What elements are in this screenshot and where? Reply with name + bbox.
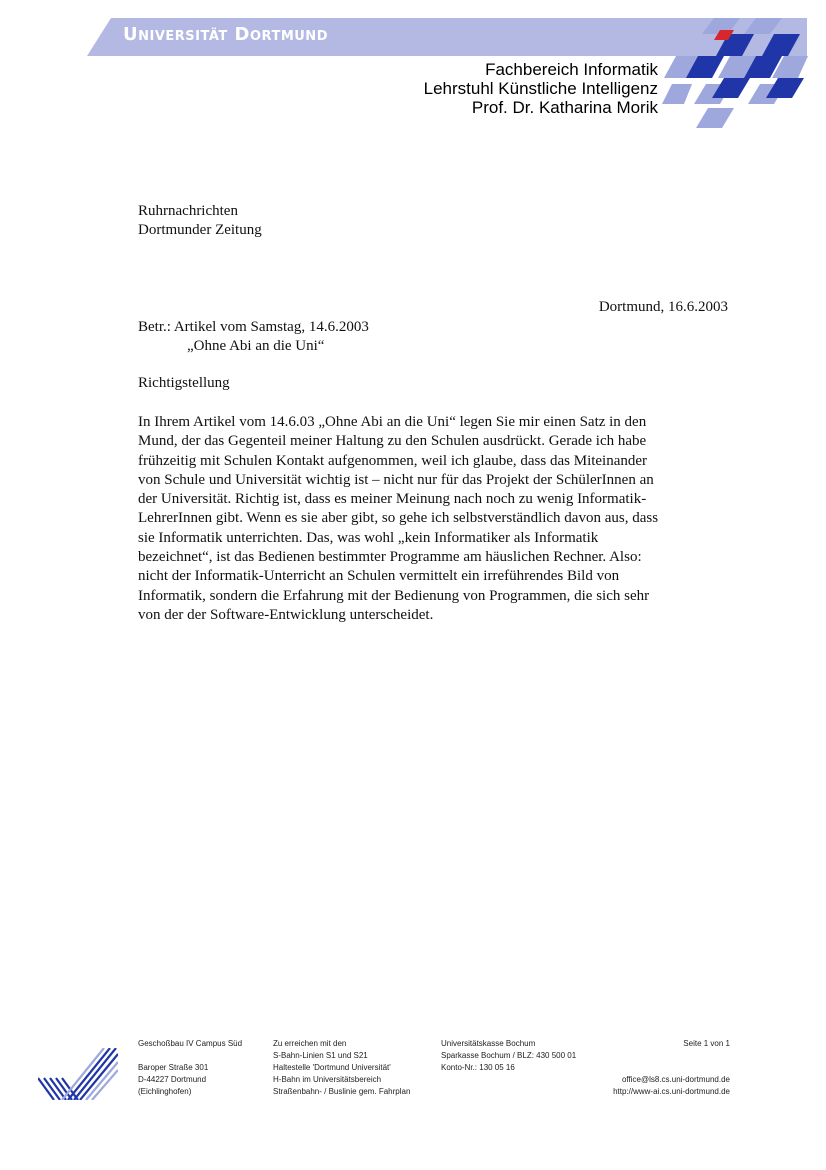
- body-line: sie Informatik unterrichten. Das, was wohl „kein Informatiker als Informatik: [138, 529, 599, 546]
- footer-bank-line: Konto-Nr.: 130 05 16: [441, 1063, 515, 1072]
- footer-directions-line: Zu erreichen mit den: [273, 1039, 347, 1048]
- body-line: frühzeitig mit Schulen Kontakt aufgenommen, weil ich glaube, dass das Miteinander: [138, 452, 648, 469]
- university-title: Universität Dortmund: [123, 24, 328, 45]
- footer-district: (Eichlinghofen): [138, 1087, 192, 1096]
- footer-contact: [613, 1038, 730, 1098]
- footer-bank-line: Universitätskasse Bochum: [441, 1039, 536, 1048]
- letter-date: Dortmund, 16.6.2003: [598, 299, 728, 315]
- footer-bank: [441, 1038, 576, 1074]
- department-line: Fachbereich Informatik: [485, 60, 658, 79]
- recipient-line: Dortmunder Zeitung: [138, 222, 262, 238]
- chair-line: Lehrstuhl Künstliche Intelligenz: [423, 79, 658, 98]
- body-line: der Universität. Richtig ist, dass es meiner Meinung nach noch zu wenig Informatik-: [138, 491, 647, 508]
- university-logo-icon: [662, 18, 812, 130]
- footer-directions: [273, 1038, 410, 1098]
- body-line: LehrerInnen gibt. Wenn es sie aber gibt, so gehe ich selbstverständlich davon aus, dass: [138, 510, 659, 527]
- body-line: bezeichnet“, ist das Bedienen bestimmter Programme am häuslichen Rechner. Also:: [138, 549, 642, 566]
- footer-directions-line: Haltestelle 'Dortmund Universität': [273, 1063, 391, 1072]
- footer-building: Geschoßbau IV Campus Süd: [138, 1039, 243, 1048]
- correction-title: Richtigstellung: [138, 375, 230, 391]
- recipient-address: [138, 202, 262, 240]
- professor-line: Prof. Dr. Katharina Morik: [471, 98, 658, 117]
- footer-bank-line: Sparkasse Bochum / BLZ: 430 500 01: [441, 1051, 577, 1060]
- footer-address: [138, 1038, 242, 1098]
- footer-directions-line: H-Bahn im Universitätsbereich: [273, 1075, 382, 1084]
- body-line: In Ihrem Artikel vom 14.6.03 „Ohne Abi an die Uni“ legen Sie mir einen Satz in den: [138, 414, 647, 430]
- body-line: von der der Software-Entwicklung unterscheidet.: [138, 606, 434, 623]
- subject-article-title: „Ohne Abi an die Uni“: [187, 338, 325, 354]
- department-block: [424, 60, 658, 117]
- footer-email: office@ls8.cs.uni-dortmund.de: [621, 1075, 730, 1084]
- page-number: Seite 1 von 1: [683, 1039, 730, 1048]
- footer-city: D-44227 Dortmund: [138, 1075, 207, 1084]
- letter-body: [138, 413, 728, 625]
- body-line: Mund, der das Gegenteil meiner Haltung zu den Schulen ausdrückt. Gerade ich habe: [138, 433, 647, 450]
- footer-website: http://www-ai.cs.uni-dortmund.de: [613, 1087, 730, 1096]
- subject-line: Betr.: Artikel vom Samstag, 14.6.2003: [138, 319, 369, 335]
- footer-logo-icon: [38, 1048, 118, 1100]
- footer-directions-line: S-Bahn-Linien S1 und S21: [273, 1051, 368, 1060]
- footer-directions-line: Straßenbahn- / Buslinie gem. Fahrplan: [273, 1087, 411, 1096]
- subject-block: [138, 318, 369, 356]
- body-line: von Schule und Universität wichtig ist – nicht nur für das Projekt der SchülerInnen an: [138, 471, 654, 488]
- body-line: nicht der Informatik-Unterricht an Schulen vermittelt ein irreführendes Bild von: [138, 568, 620, 585]
- footer-street: Baroper Straße 301: [138, 1063, 209, 1072]
- recipient-line: Ruhrnachrichten: [138, 203, 238, 219]
- body-line: Informatik, sondern die Erfahrung mit der Bedienung von Programmen, die sich sehr: [138, 587, 650, 604]
